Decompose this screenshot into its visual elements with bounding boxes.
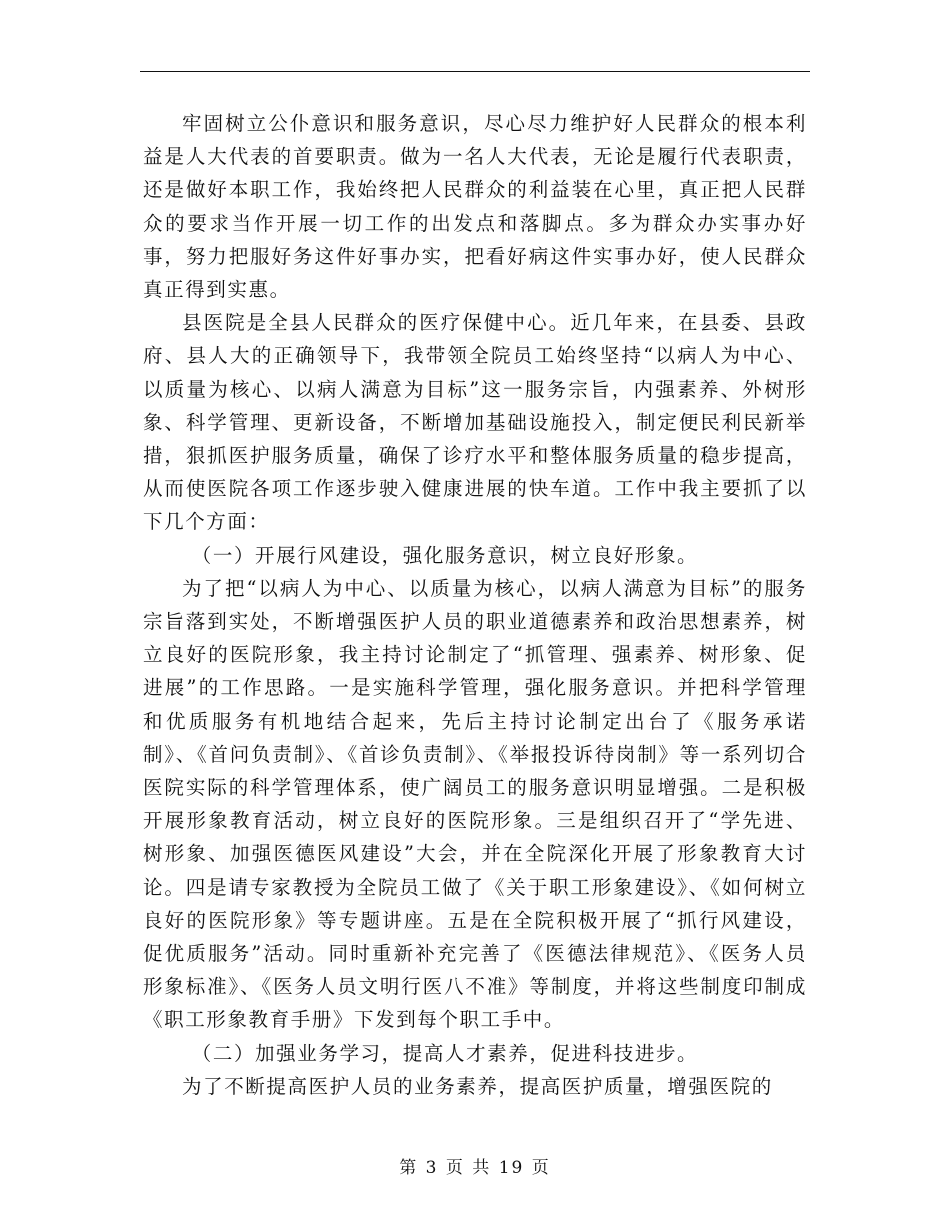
paragraph-2: 县医院是全县人民群众的医疗保健中心。近几年来，在县委、县政府、县人大的正确领导下，我带领全院员工始终坚持“以病人为中心、以质量为核心、以病人满意为目标”这一服务宗旨，内强素养、外树形象、科学管理、更新设备，不断增加基础设施投入，制定便民利民新举措，狠抓医护服务质量，确保了诊疗水平和整体服务质量的稳步提高，从而使医院各项工作逐步驶入健康进展的快车道。工作中我主要抓了以下几个方面：: [143, 311, 807, 534]
paragraph-1: 牢固树立公仆意识和服务意识，尽心尽力维护好人民群众的根本利益是人大代表的首要职责。做为一名人大代表，无论是履行代表职责，还是做好本职工作，我始终把人民群众的利益装在心里，真正把人民群众的要求当作开展一切工作的出发点和落脚点。多为群众办实事办好事，努力把服好务这件好事办实，把看好病这件实事办好，使人民群众真正得到实惠。: [143, 112, 807, 302]
page-number-footer: 第 3 页 共 19 页: [399, 1158, 551, 1178]
document-body: [143, 107, 807, 1103]
paragraph-3: 为了把“以病人为中心、以质量为核心，以病人满意为目标”的服务宗旨落到实处，不断增强医护人员的职业道德素养和政治思想素养，树立良好的医院形象，我主持讨论制定了“抓管理、强素养、树形象、促进展”的工作思路。一是实施科学管理，强化服务意识。并把科学管理和优质服务有机地结合起来，先后主持讨论制定出台了《服务承诺制》、《首问负责制》、《首诊负责制》、《举报投诉待岗制》等一系列切合医院实际的科学管理体系，使广阔员工的服务意识明显增强。二是积极开展形象教育活动，树立良好的医院形象。三是组织召开了“学先进、树形象、加强医德医风建设”大会，并在全院深化开展了形象教育大讨论。四是请专家教授为全院员工做了《关于职工形象建设》、《如何树立良好的医院形象》等专题讲座。五是在全院积极开展了“抓行风建设，促优质服务”活动。同时重新补充完善了《医德法律规范》、《医务人员形象标准》、《医务人员文明行医八不准》等制度，并将这些制度印制成《职工形象教育手册》下发到每个职工手中。: [143, 576, 807, 1032]
paragraph-4: 为了不断提高医护人员的业务素养，提高医护质量，增强医院的: [182, 1074, 773, 1098]
header-rule: [140, 71, 810, 72]
section-heading-2: （二）加强业务学习，提高人才素养，促进科技进步。: [191, 1041, 699, 1065]
section-heading-1: （一）开展行风建设，强化服务意识，树立良好形象。: [191, 543, 699, 567]
